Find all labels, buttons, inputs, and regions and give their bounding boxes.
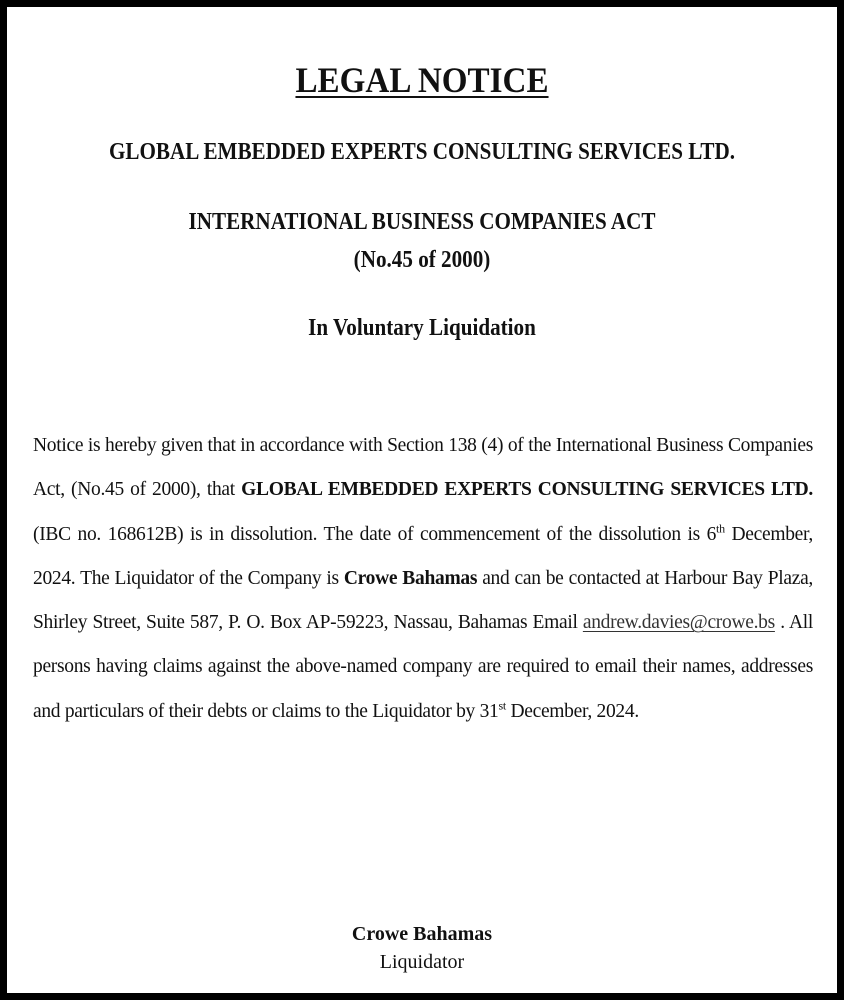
notice-body bbox=[33, 424, 813, 734]
ordinal-suffix-st: st bbox=[498, 698, 506, 713]
body-text-part-3: December, 2024. The Liquidator of the Company is bbox=[33, 523, 813, 589]
liquidator-name: Crowe Bahamas bbox=[343, 567, 478, 589]
body-text-part-5: . All persons having claims against the above-named company are required to email their names, addresses and particulars of their debts or claims to the Liquidator by 31 bbox=[33, 612, 813, 722]
company-name: GLOBAL EMBEDDED EXPERTS CONSULTING SERVICES LTD. bbox=[241, 479, 814, 501]
company-heading: GLOBAL EMBEDDED EXPERTS CONSULTING SERVICES LTD. bbox=[108, 139, 736, 165]
signature-block bbox=[7, 920, 837, 976]
ordinal-suffix-th: th bbox=[716, 521, 725, 536]
signature-name: Crowe Bahamas bbox=[351, 923, 493, 945]
notice-title: LEGAL NOTICE bbox=[295, 60, 549, 100]
body-text-part-1: Notice is hereby given that in accordance with Section 138 (4) of the International Business Companies Act, (No.45 of 2000), that bbox=[33, 435, 813, 501]
act-heading: INTERNATIONAL BUSINESS COMPANIES ACT bbox=[188, 209, 656, 235]
body-text-part-4: and can be contacted at Harbour Bay Plaza, Shirley Street, Suite 587, P. O. Box AP-59223, Nassau, Bahamas Email bbox=[33, 567, 813, 634]
legal-notice bbox=[7, 7, 837, 993]
body-text-part-2: (IBC no. 168612B) is in dissolution. The date of commencement of the dissolution is 6 bbox=[33, 523, 717, 545]
body-text-part-6: December, 2024. bbox=[505, 700, 639, 722]
act-number: (No.45 of 2000) bbox=[353, 247, 491, 273]
status-heading: In Voluntary Liquidation bbox=[308, 315, 536, 341]
email-link[interactable]: andrew.davies@crowe.bs bbox=[582, 612, 775, 634]
signature-role: Liquidator bbox=[379, 951, 465, 973]
